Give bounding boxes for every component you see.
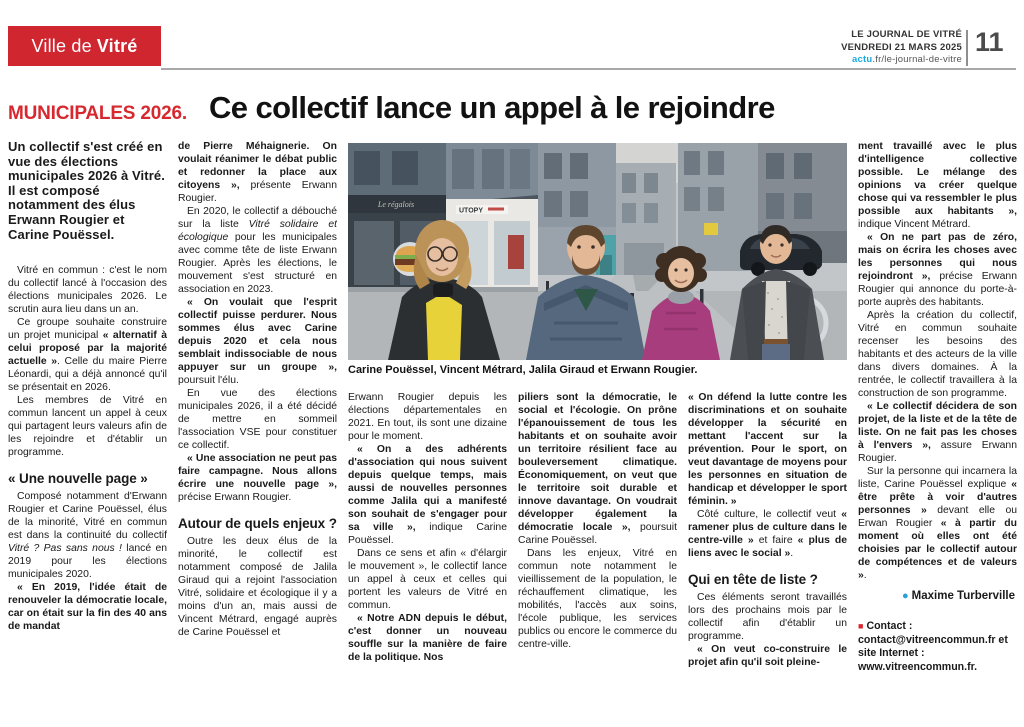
paragraph [348, 547, 507, 612]
paragraph [858, 231, 1017, 309]
text-segment: et faire [753, 535, 798, 546]
text-segment: « plus de liens avec le social » [688, 535, 847, 559]
site-rest: .fr/le-journal-de-vitre [872, 54, 962, 65]
lead-paragraph: Un collectif s'est créé en vue des élections municipales 2026 à Vitré. Il est composé notamment des élus Erwann Rougier et Carine Pouëssel. [8, 140, 165, 242]
paragraph [8, 264, 167, 316]
paragraph [348, 443, 507, 547]
article-column-2 [178, 140, 337, 727]
svg-text:Le régalois: Le régalois [377, 200, 415, 209]
paragraph [688, 391, 847, 508]
paragraph [858, 465, 1017, 582]
paragraph [178, 535, 337, 639]
text-segment: « à partir du moment où elles ont été choisies par le collectif autour de compétences et de valeurs » [858, 518, 1017, 581]
text-segment: Dans ce sens et afin « d'élargir le mouvement », le collectif lance un appel à ceux et celles qui portent les valeurs de Vitré en commun. [348, 548, 507, 611]
text-segment: Vitré en commun : c'est le nom du collectif lancé à l'occasion des élections municipales 2026. Le scrutin aura lieu dans un an. [8, 265, 167, 316]
text-segment: . [863, 570, 867, 581]
text-segment: « Notre ADN depuis le début, c'est donner un nouveau souffle sur la manière de faire de la politique. Nos [348, 613, 507, 663]
text-segment: « être prête à voir d'autres personnes » [858, 479, 1017, 516]
text-segment: Erwann Rougier depuis les élections départementales en 2021. En tout, ils sont une dizaine pour le moment. [348, 392, 507, 442]
text-segment: En vue des élections municipales 2026, il a été décidé de mettre en sommeil l'association VSE pour constituer ce collectif. [178, 388, 337, 451]
text-segment: de Pierre Méhaignerie. On voulait réanimer le débat public et redonner la place aux citoyens », [178, 141, 337, 191]
street-photo-illustration [348, 143, 847, 360]
text-segment: présente Erwann Rougier. [178, 180, 337, 204]
text-segment: Dans les enjeux, Vitré en commun note notamment le vieillissement de la population, le réchauffement climatique, les mobilités, l'accès aux soins, l'école publique, les services publics ou encore le commerce du centre-ville. [518, 548, 677, 650]
text-segment: « On ne part pas de zéro, mais on écrira les choses avec les personnes qui nous rejoindront », [858, 232, 1017, 282]
text-segment: poursuit Carine Pouëssel. [518, 522, 677, 546]
masthead [841, 29, 962, 67]
text-segment: « On a des adhérents d'association qui nous suivent depuis quelque temps, mais aussi de nouvelles personnes comme Jalila qui a manifesté son souhait de s'engager pour sa ville », [348, 444, 507, 533]
text-segment: « Le collectif décidera de son projet, de la liste et de la tête de liste. On ne fait pas les choses à l'envers », [858, 401, 1017, 451]
paragraph [348, 612, 507, 664]
paragraph [178, 296, 337, 387]
text-segment: précise Erwann Rougier. [178, 492, 292, 503]
paragraph [858, 309, 1017, 400]
article-column-1 [8, 140, 167, 727]
text-segment: « Une association ne peut pas faire campagne. Nous allons écrire une nouvelle page », [178, 453, 337, 490]
text-segment: indique Vincent Métrard. [858, 219, 971, 230]
text-segment: En 2020, le collectif a débouché sur la liste [178, 206, 337, 230]
paragraph [178, 205, 337, 296]
text-segment: ment travaillé avec le plus d'intelligence collective possible. Le mélange des opinions va créer quelque chose qui va ressembler le plus possible aux habitants », [858, 141, 1017, 217]
text-segment: Composé notamment d'Erwann Rougier et Carine Pouëssel, élus de la minorité, Vitré en commun est dans la continuité du collectif [8, 491, 167, 542]
paragraph [178, 387, 337, 452]
text-segment: poursuit l'élu. [178, 375, 239, 386]
paragraph [858, 140, 1017, 231]
text-segment: Côté culture, le collectif veut [697, 509, 842, 520]
journal-name: LE JOURNAL DE VITRÉ [851, 29, 962, 40]
text-segment: « On défend la lutte contre les discriminations et on souhaite développer la sécurité en mettant l'accent sur la prévention. Pour le sport, on veut davantage de moyens pour les personnes en situation de handicap et développer le sport féminin. » [688, 392, 847, 507]
text-segment: Ce groupe souhaite construire un projet municipal [8, 317, 167, 342]
text-segment: précise Erwann Rougier qui annonce du porte-à-porte auprès des habitants. [858, 271, 1017, 308]
paragraph [178, 452, 337, 504]
text-segment: lancé en 2019 pour les élections municipales 2020. [8, 543, 167, 581]
photo-caption: Carine Pouëssel, Vincent Métrard, Jalila Giraud et Erwann Rougier. [348, 364, 698, 376]
text-segment: devant elle ou Erwan Rougier [858, 505, 1017, 529]
page-number: 11 [975, 27, 1004, 57]
header-rule [161, 68, 1016, 70]
text-segment: assure Erwann Rougier. [858, 440, 1017, 464]
paragraph [348, 391, 507, 443]
issue-date: VENDREDI 21 MARS 2025 [841, 41, 962, 53]
article-photo [348, 143, 847, 360]
text-segment: Après la création du collectif, Vitré en commun souhaite recenser les besoins des habitants et des acteurs de la ville dans divers domaines. À la rentrée, le collectif travaillera à la construction de son programme. [858, 310, 1017, 399]
article-column-4 [518, 391, 677, 727]
text-segment: « ramener plus de culture dans le centre-ville » [688, 509, 847, 546]
byline-bullet-icon: ● [902, 590, 909, 602]
section-kicker: MUNICIPALES 2026. [8, 103, 187, 124]
text-segment: . [790, 548, 794, 559]
text-segment: Vitré ? Pas sans nous ! [8, 543, 122, 555]
subhead: « Une nouvelle page » [8, 471, 148, 487]
text-segment: piliers sont la démocratie, le social et l'écologie. On prône l'épanouissement de tous les habitants et on souhaite avoir un territoire résilient face au bouleversement climatique. Économiquement, on veut que le territoire soit durable et innove davantage. On voudrait développer également la démocratie locale », [518, 392, 677, 533]
contact-bullet-icon: ■ [858, 621, 864, 631]
paragraph [178, 140, 337, 205]
svg-text:UTOPY: UTOPY [459, 207, 483, 215]
text-segment: « On voulait que l'esprit collectif puisse perdurer. Nous sommes élus avec Carine depuis 2020 et cela nous semblait indissociable de nous appuyer sur un groupe », [178, 297, 337, 373]
subhead: Qui en tête de liste ? [688, 572, 818, 587]
byline: ● Maxime Turberville [902, 590, 1015, 602]
article-column-5 [688, 391, 847, 727]
text-segment: Les membres de Vitré en commun lancent un appel à ceux qui partagent leurs valeurs afin de les rejoindre et d'établir un programme. [8, 395, 167, 459]
article-column-6 [858, 140, 1017, 727]
text-segment: indique Carine Pouëssel. [348, 522, 507, 546]
subhead: Autour de quels enjeux ? [178, 516, 337, 531]
paragraph [8, 581, 167, 633]
city-banner [8, 26, 161, 66]
site-prefix: actu [852, 54, 873, 65]
paragraph [688, 591, 847, 643]
text-segment: Outre les deux élus de la minorité, le collectif est notamment composé de Jalila Giraud qui a rejoint l'association Vitré, solidaire et écologique il y a moins d'un an, mais aussi de Vincent Métrard, engagé auprès de Carine Pouëssel et [178, 536, 337, 638]
paragraph [688, 508, 847, 560]
text-segment: Vitré solidaire et écologique [178, 219, 337, 243]
text-segment: pour les municipales avec comme tête de liste Erwann Rougier. Après les élections, le mouvement s'est structuré en association en 2023. [178, 232, 337, 295]
masthead-divider [966, 30, 968, 66]
contact-block: ■ Contact : contact@vitreencommun.fr et site Internet : www.vitreencommun.fr. [858, 620, 1008, 673]
paragraph [688, 643, 847, 669]
paragraph [8, 316, 167, 394]
paragraph [858, 400, 1017, 465]
paragraph [8, 394, 167, 459]
text-segment: Ces éléments seront travaillés lors des prochains mois par le collectif afin d'établir un programme. [688, 592, 847, 642]
text-segment: « En 2019, l'idée était de renouveler la démocratie locale, car on était sur la fin des 40 ans de mandat [8, 582, 167, 633]
paragraph [518, 391, 677, 547]
paragraph [8, 490, 167, 581]
text-segment: « On veut co-construire le projet afin qu'il soit pleine- [688, 644, 847, 668]
banner-prefix: Ville de [31, 35, 92, 56]
banner-city: Vitré [96, 35, 138, 56]
journal-site [841, 54, 962, 67]
paragraph [518, 547, 677, 651]
article-column-3 [348, 391, 507, 727]
text-segment: . Celle du maire Pierre Léonardi, qui a déjà annoncé qu'il se présentait en 2026. [8, 356, 167, 394]
article-headline: Ce collectif lance un appel à le rejoindre [209, 90, 775, 125]
text-segment: « alternatif à celui proposé par la majorité actuelle » [8, 330, 167, 368]
text-segment: Sur la personne qui incarnera la liste, Carine Pouëssel explique [858, 466, 1017, 490]
